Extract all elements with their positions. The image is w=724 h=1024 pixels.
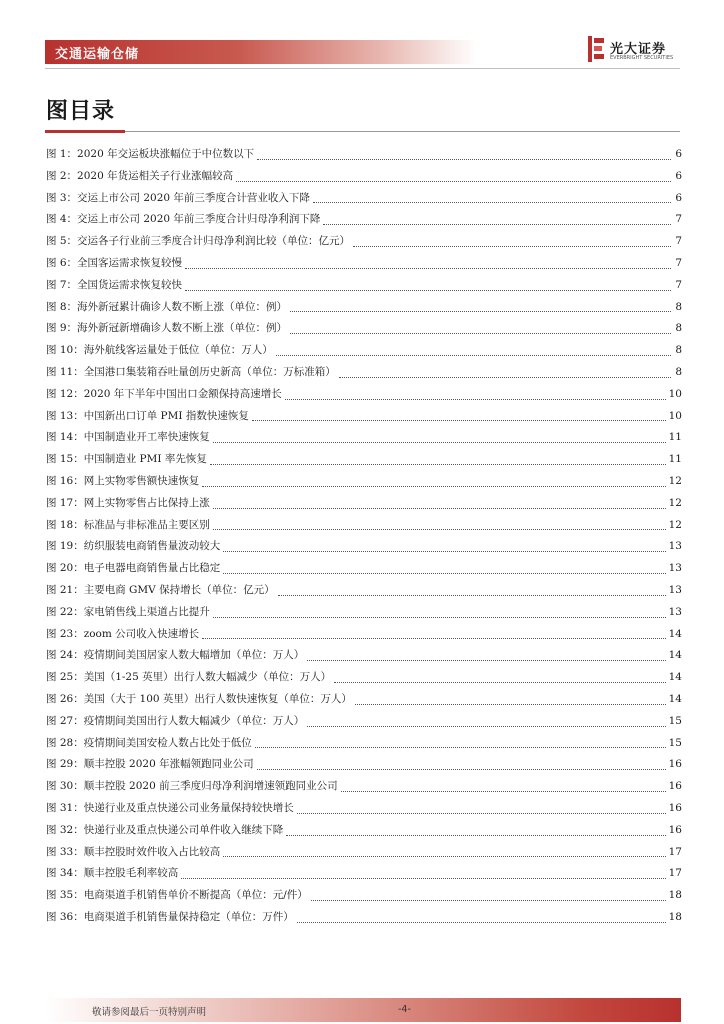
toc-entry-title: 纺织服装电商销售量波动较大 bbox=[83, 540, 221, 553]
toc-entry-title: 海外航线客运量处于低位（单位：万人） bbox=[83, 344, 273, 357]
toc-entry[interactable] bbox=[46, 515, 682, 537]
toc-entry-leader bbox=[210, 463, 666, 465]
toc-entry-page: 16 bbox=[668, 780, 682, 793]
toc-entry[interactable] bbox=[46, 166, 682, 188]
toc-entry[interactable] bbox=[46, 144, 682, 166]
toc-entry[interactable] bbox=[46, 624, 682, 646]
toc-entry-title: 交运上市公司 2020 年前三季度合计营业收入下降 bbox=[77, 191, 310, 204]
toc-entry-leader bbox=[334, 681, 665, 683]
toc-entry-page: 13 bbox=[668, 605, 682, 618]
toc-entry[interactable] bbox=[46, 689, 682, 711]
toc-entry-page: 7 bbox=[675, 278, 682, 291]
toc-entry-leader bbox=[223, 550, 665, 552]
toc-entry[interactable] bbox=[46, 340, 682, 362]
toc-entry[interactable] bbox=[46, 427, 682, 449]
toc-entry-page: 17 bbox=[668, 845, 682, 858]
toc-entry-page: 8 bbox=[675, 300, 682, 313]
toc-entry-title: 顺丰控股毛利率较高 bbox=[83, 867, 179, 880]
toc-entry-leader bbox=[297, 921, 666, 923]
toc-entry-title: zoom 公司收入快速增长 bbox=[83, 627, 200, 640]
toc-entry-page: 7 bbox=[675, 235, 682, 248]
toc-entry-page: 16 bbox=[668, 758, 682, 771]
toc-entry-label: 图 6： bbox=[46, 256, 78, 269]
toc-entry-title: 家电销售线上渠道占比提升 bbox=[83, 605, 210, 618]
toc-entry-label: 图 29： bbox=[46, 758, 84, 771]
toc-entry-title: 海外新冠累计确诊人数不断上涨（单位：例） bbox=[77, 300, 288, 313]
toc-entry[interactable] bbox=[46, 602, 682, 624]
toc-entry-page: 8 bbox=[675, 365, 682, 378]
toc-entry-leader bbox=[255, 746, 666, 748]
toc-entry-title: 海外新冠新增确诊人数不断上涨（单位：例） bbox=[77, 322, 288, 335]
toc-entry[interactable] bbox=[46, 209, 682, 231]
toc-entry-label: 图 28： bbox=[46, 736, 84, 749]
toc-entry-title: 中国制造业 PMI 率先恢复 bbox=[83, 453, 207, 466]
toc-entry-label: 图 8： bbox=[46, 300, 78, 313]
toc-entry-leader bbox=[223, 855, 665, 857]
toc-entry-page: 12 bbox=[668, 496, 682, 509]
brand-name: 光大证券 bbox=[610, 42, 667, 57]
toc-entry-label: 图 18： bbox=[46, 518, 84, 531]
toc-entry-label: 图 33： bbox=[46, 845, 84, 858]
brand-logo bbox=[588, 36, 688, 68]
toc-entry-page: 11 bbox=[668, 453, 682, 466]
toc-entry-page: 14 bbox=[668, 627, 682, 640]
toc-entry[interactable] bbox=[46, 776, 682, 798]
toc-entry[interactable] bbox=[46, 275, 682, 297]
toc-entry-leader bbox=[341, 790, 666, 792]
toc-entry[interactable] bbox=[46, 231, 682, 253]
toc-entry-leader bbox=[290, 310, 671, 312]
toc-entry-page: 18 bbox=[668, 889, 682, 902]
toc-entry[interactable] bbox=[46, 318, 682, 340]
toc-entry[interactable] bbox=[46, 798, 682, 820]
toc-entry-label: 图 17： bbox=[46, 496, 84, 509]
page-title: 图目录 bbox=[46, 99, 116, 124]
toc-entry-leader bbox=[181, 877, 665, 879]
toc-entry-label: 图 5： bbox=[46, 235, 78, 248]
toc-entry-title: 网上实物零售额快速恢复 bbox=[83, 474, 200, 487]
toc-entry-label: 图 12： bbox=[46, 387, 84, 400]
toc-entry-title: 快递行业及重点快递公司业务量保持较快增长 bbox=[83, 801, 294, 814]
toc-entry[interactable] bbox=[46, 667, 682, 689]
section-label: 交通运输仓储 bbox=[55, 47, 140, 62]
toc-entry-leader bbox=[313, 201, 671, 203]
toc-entry-leader bbox=[276, 354, 671, 356]
toc-entry-leader bbox=[290, 332, 671, 334]
toc-entry[interactable] bbox=[46, 493, 682, 515]
toc-entry[interactable] bbox=[46, 820, 682, 842]
figure-table-of-contents bbox=[46, 144, 682, 929]
header-section-band bbox=[45, 40, 477, 64]
toc-entry-label: 图 36： bbox=[46, 910, 84, 923]
toc-entry-page: 15 bbox=[668, 714, 682, 727]
toc-entry-page: 10 bbox=[668, 409, 682, 422]
toc-entry-title: 顺丰控股 2020 年涨幅领跑同业公司 bbox=[83, 758, 254, 771]
toc-entry-label: 图 1： bbox=[46, 148, 78, 160]
toc-entry-label: 图 32： bbox=[46, 823, 84, 836]
toc-entry-label: 图 14： bbox=[46, 431, 84, 444]
brand-subtitle: EVERBRIGHT SECURITIES bbox=[610, 55, 674, 61]
toc-entry-page: 14 bbox=[668, 692, 682, 705]
toc-entry[interactable] bbox=[46, 188, 682, 210]
toc-entry-label: 图 30： bbox=[46, 780, 84, 793]
toc-entry-title: 网上实物零售占比保持上涨 bbox=[83, 496, 210, 509]
toc-entry-leader bbox=[355, 703, 666, 705]
toc-entry-leader bbox=[236, 180, 671, 182]
toc-entry-page: 13 bbox=[668, 540, 682, 553]
everbright-logo-icon bbox=[588, 36, 606, 62]
toc-entry-title: 全国客运需求恢复较慢 bbox=[77, 256, 183, 269]
toc-entry-title: 快递行业及重点快递公司单件收入继续下降 bbox=[83, 823, 284, 836]
toc-entry-label: 图 13： bbox=[46, 409, 84, 422]
title-underline-accent bbox=[45, 130, 125, 133]
toc-entry-leader bbox=[323, 223, 671, 225]
toc-entry-label: 图 15： bbox=[46, 453, 84, 466]
toc-entry-title: 电商渠道手机销售单价不断提高（单位：元/件） bbox=[83, 889, 308, 902]
toc-entry[interactable] bbox=[46, 362, 682, 384]
toc-entry-leader bbox=[307, 659, 665, 661]
toc-entry-title: 电商渠道手机销售量保持稳定（单位：万件） bbox=[83, 910, 294, 923]
toc-entry-title: 电子电器电商销售量占比稳定 bbox=[83, 562, 221, 575]
toc-entry-label: 图 22： bbox=[46, 605, 84, 618]
toc-entry-label: 图 24： bbox=[46, 649, 84, 662]
toc-entry[interactable] bbox=[46, 645, 682, 667]
toc-entry-label: 图 35： bbox=[46, 889, 84, 902]
header-divider bbox=[45, 68, 680, 69]
title-underline bbox=[125, 131, 680, 132]
toc-entry-label: 图 4： bbox=[46, 213, 78, 226]
toc-entry-label: 图 16： bbox=[46, 474, 84, 487]
toc-entry-label: 图 31： bbox=[46, 801, 84, 814]
toc-entry-leader bbox=[252, 419, 666, 421]
toc-entry-title: 疫情期间美国居家人数大幅增加（单位：万人） bbox=[83, 649, 305, 662]
toc-entry-title: 2020 年下半年中国出口金额保持高速增长 bbox=[83, 387, 282, 400]
toc-entry-leader bbox=[285, 398, 666, 400]
toc-entry-title: 疫情期间美国安检人数占比处于低位 bbox=[83, 736, 252, 749]
toc-entry[interactable] bbox=[46, 885, 682, 907]
toc-entry-title: 主要电商 GMV 保持增长（单位：亿元） bbox=[83, 583, 275, 596]
toc-entry-label: 图 19： bbox=[46, 540, 84, 553]
toc-entry-page: 15 bbox=[668, 736, 682, 749]
disclaimer-note: 敬请参阅最后一页特别声明 bbox=[92, 1007, 207, 1018]
toc-entry[interactable] bbox=[46, 733, 682, 755]
toc-entry[interactable] bbox=[46, 863, 682, 885]
toc-entry-leader bbox=[278, 594, 666, 596]
toc-entry-title: 2020 年交运板块涨幅位于中位数以下 bbox=[77, 148, 255, 160]
toc-entry-page: 12 bbox=[668, 518, 682, 531]
toc-entry-label: 图 9： bbox=[46, 322, 78, 335]
toc-entry[interactable] bbox=[46, 754, 682, 776]
toc-entry-leader bbox=[297, 812, 666, 814]
toc-entry-label: 图 7： bbox=[46, 278, 78, 291]
toc-entry-label: 图 11： bbox=[46, 365, 84, 378]
toc-entry-title: 全国港口集装箱吞吐量创历史新高（单位：万标准箱） bbox=[83, 365, 336, 378]
toc-entry[interactable] bbox=[46, 471, 682, 493]
toc-entry-title: 交运上市公司 2020 年前三季度合计归母净利润下降 bbox=[77, 213, 321, 226]
toc-entry-page: 6 bbox=[675, 169, 682, 182]
toc-entry[interactable] bbox=[46, 297, 682, 319]
toc-entry-leader bbox=[213, 528, 666, 530]
toc-entry-leader bbox=[202, 485, 665, 487]
toc-entry-page: 8 bbox=[675, 322, 682, 335]
toc-entry-title: 顺丰控股时效件收入占比较高 bbox=[83, 845, 221, 858]
toc-entry-title: 美国（大于 100 英里）出行人数快速恢复（单位：万人） bbox=[83, 692, 352, 705]
toc-entry[interactable] bbox=[46, 384, 682, 406]
toc-entry-page: 12 bbox=[668, 474, 682, 487]
toc-entry-label: 图 20： bbox=[46, 562, 84, 575]
toc-entry-label: 图 25： bbox=[46, 671, 84, 684]
toc-entry[interactable] bbox=[46, 580, 682, 602]
toc-entry-page: 11 bbox=[668, 431, 682, 444]
toc-entry-leader bbox=[202, 637, 665, 639]
toc-entry-leader bbox=[286, 834, 665, 836]
toc-entry-page: 17 bbox=[668, 867, 682, 880]
toc-entry-label: 图 3： bbox=[46, 191, 78, 204]
toc-entry-title: 交运各子行业前三季度合计归母净利润比较（单位：亿元） bbox=[77, 235, 351, 248]
toc-entry-label: 图 34： bbox=[46, 867, 84, 880]
toc-entry-page: 6 bbox=[675, 191, 682, 204]
toc-entry-leader bbox=[307, 725, 665, 727]
toc-entry-page: 10 bbox=[668, 387, 682, 400]
toc-entry-page: 7 bbox=[675, 256, 682, 269]
toc-entry-leader bbox=[353, 245, 671, 247]
toc-entry[interactable] bbox=[46, 558, 682, 580]
toc-entry[interactable] bbox=[46, 406, 682, 428]
toc-entry-page: 13 bbox=[668, 583, 682, 596]
toc-entry[interactable] bbox=[46, 449, 682, 471]
page-number: -4- bbox=[398, 1004, 411, 1015]
toc-entry-page: 8 bbox=[675, 344, 682, 357]
toc-entry[interactable] bbox=[46, 711, 682, 733]
toc-entry-page: 7 bbox=[675, 213, 682, 226]
toc-entry-page: 14 bbox=[668, 671, 682, 684]
toc-entry-leader bbox=[213, 507, 666, 509]
toc-entry-page: 18 bbox=[668, 910, 682, 923]
toc-entry-page: 16 bbox=[668, 801, 682, 814]
toc-entry-title: 全国货运需求恢复较快 bbox=[77, 278, 183, 291]
toc-entry-title: 美国（1-25 英里）出行人数大幅减少（单位：万人） bbox=[83, 671, 332, 684]
toc-entry-leader bbox=[185, 267, 671, 269]
toc-entry-label: 图 10： bbox=[46, 344, 84, 357]
toc-entry-leader bbox=[257, 768, 666, 770]
toc-entry-leader bbox=[213, 441, 666, 443]
toc-entry-leader bbox=[339, 376, 671, 378]
toc-entry-label: 图 2： bbox=[46, 169, 78, 182]
toc-entry[interactable] bbox=[46, 907, 682, 929]
toc-entry-label: 图 23： bbox=[46, 627, 84, 640]
toc-entry-leader bbox=[185, 289, 671, 291]
toc-entry-leader bbox=[311, 899, 666, 901]
toc-entry-label: 图 27： bbox=[46, 714, 84, 727]
toc-entry-title: 疫情期间美国出行人数大幅减少（单位：万人） bbox=[83, 714, 305, 727]
toc-entry[interactable] bbox=[46, 842, 682, 864]
toc-entry-page: 6 bbox=[675, 148, 682, 160]
toc-entry-title: 标准品与非标准品主要区别 bbox=[83, 518, 210, 531]
toc-entry-label: 图 21： bbox=[46, 583, 84, 596]
toc-entry-title: 中国新出口订单 PMI 指数快速恢复 bbox=[83, 409, 249, 422]
toc-entry-title: 顺丰控股 2020 前三季度归母净利润增速领跑同业公司 bbox=[83, 780, 338, 793]
toc-entry-leader bbox=[223, 572, 665, 574]
toc-entry-page: 13 bbox=[668, 562, 682, 575]
toc-entry-title: 2020 年货运相关子行业涨幅较高 bbox=[77, 169, 234, 182]
toc-entry-leader bbox=[213, 616, 666, 618]
toc-entry-label: 图 26： bbox=[46, 692, 84, 705]
toc-entry-page: 16 bbox=[668, 823, 682, 836]
toc-entry-leader bbox=[257, 158, 671, 160]
toc-entry-title: 中国制造业开工率快速恢复 bbox=[83, 431, 210, 444]
toc-entry[interactable] bbox=[46, 536, 682, 558]
toc-entry-page: 14 bbox=[668, 649, 682, 662]
toc-entry[interactable] bbox=[46, 253, 682, 275]
